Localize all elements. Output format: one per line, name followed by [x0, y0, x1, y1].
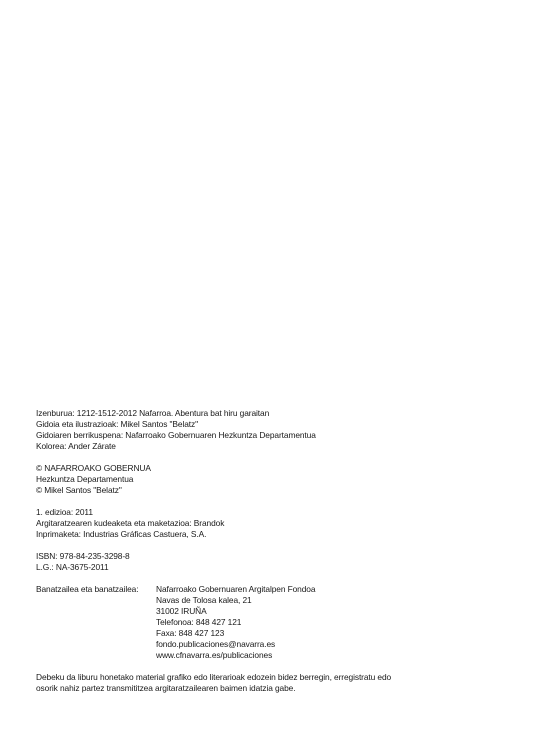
- isbn-line: ISBN: 978-84-235-3298-8: [36, 551, 130, 561]
- spacer: [36, 452, 516, 463]
- distribution-values: [156, 584, 315, 661]
- credits-block: [36, 408, 516, 452]
- spacer: [36, 496, 516, 507]
- edition-line-3: Inprimaketa: Industrias Gráficas Castuera, S.A.: [36, 529, 207, 539]
- distribution-city: 31002 IRUÑA: [156, 606, 207, 616]
- credits-title-line: Izenburua: 1212-1512-2012 Nafarroa. Abentura bat hiru garaitan: [36, 408, 270, 418]
- distribution-phone: Telefonoa: 848 427 121: [156, 617, 242, 627]
- distribution-publisher: Nafarroako Gobernuaren Argitalpen Fondoa: [156, 584, 316, 594]
- credits-color-line: Kolorea: Ander Zárate: [36, 441, 116, 451]
- copyright-block: [36, 463, 516, 496]
- edition-line-2: Argitaratzearen kudeaketa eta maketazioa: Brandok: [36, 518, 225, 528]
- colophon: [36, 408, 516, 694]
- spacer: [36, 573, 516, 584]
- legal-notice-line-2: osorik nahiz partez transmititzea argitaratzailearen baimen idatzia gabe.: [36, 683, 296, 693]
- distribution-label: Banatzailea eta banatzailea:: [36, 584, 139, 594]
- spacer: [36, 661, 516, 672]
- distribution-email: fondo.publicaciones@navarra.es: [156, 639, 276, 649]
- legal-notice-line-1: Debeku da liburu honetako material grafiko edo literarioak edozein bidez berregin, erregistratu edo: [36, 672, 392, 682]
- credits-revision-line: Gidoiaren berrikuspena: Nafarroako Gobernuaren Hezkuntza Departamentua: [36, 430, 316, 440]
- distribution-fax: Faxa: 848 427 123: [156, 628, 225, 638]
- copyright-line-2: Hezkuntza Departamentua: [36, 474, 134, 484]
- copyright-line-1: © NAFARROAKO GOBERNUA: [36, 463, 151, 473]
- legal-deposit-line: L.G.: NA-3675-2011: [36, 562, 109, 572]
- edition-line-1: 1. edizioa: 2011: [36, 507, 93, 517]
- copyright-line-3: © Mikel Santos "Belatz": [36, 485, 122, 495]
- edition-block: [36, 507, 516, 540]
- distribution-block: [36, 584, 516, 661]
- identifiers-block: [36, 551, 516, 573]
- distribution-street: Navas de Tolosa kalea, 21: [156, 595, 252, 605]
- distribution-website: www.cfnavarra.es/publicaciones: [156, 650, 273, 660]
- legal-notice: [36, 672, 516, 694]
- spacer: [36, 540, 516, 551]
- credits-script-line: Gidoia eta ilustrazioak: Mikel Santos "Belatz": [36, 419, 198, 429]
